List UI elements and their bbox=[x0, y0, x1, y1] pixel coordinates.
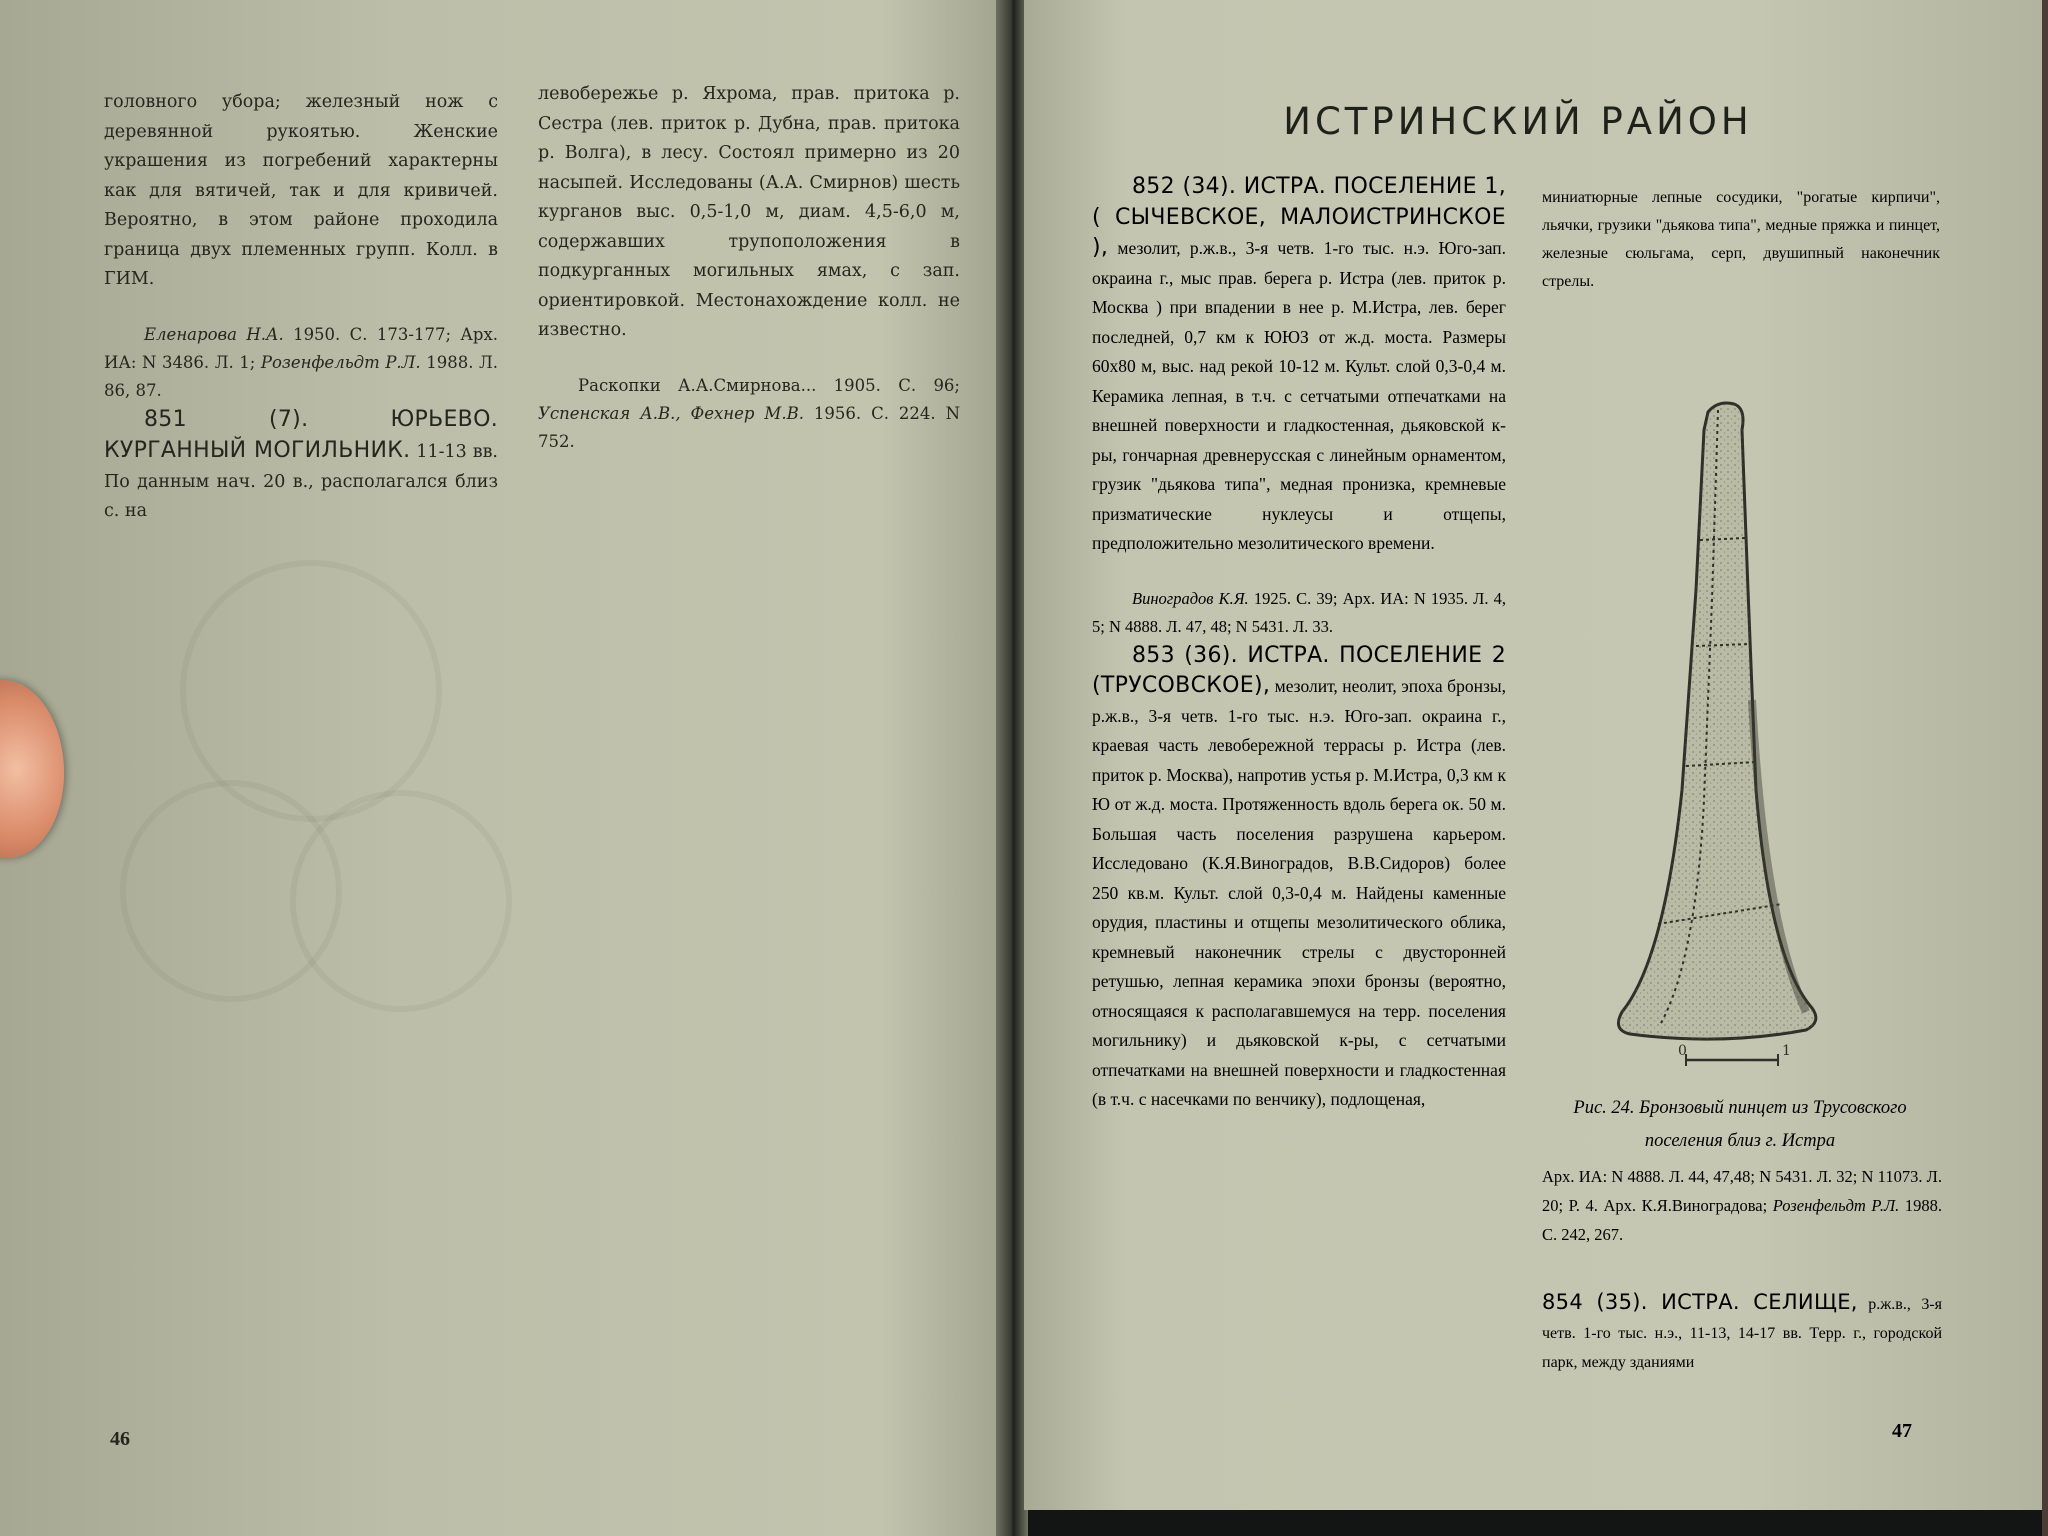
ref-text: 1988. Л. 86, 87. bbox=[104, 352, 498, 400]
left-column-2 bbox=[538, 80, 960, 456]
ref-author: Еленарова Н.А. bbox=[144, 324, 284, 344]
page-number-right: 47 bbox=[1892, 1420, 1912, 1442]
entry-854 bbox=[1542, 1288, 1942, 1377]
right-column-2 bbox=[1542, 184, 1940, 296]
figure-caption: Рис. 24. Бронзовый пинцет из Трусовского поселения близ г. Истра bbox=[1573, 1098, 1907, 1151]
ref-text: 1956. С. 224. N 752. bbox=[538, 403, 961, 451]
entry-852-references bbox=[1092, 585, 1506, 641]
entry-853-continuation: миниатюрные лепные сосудики, "рогатые кирпичи", льячки, грузики "дьякова типа", медные пряжка и пинцет, железные сюльгама, серп, двушипный наконечник стрелы. bbox=[1542, 189, 1940, 290]
entry-852-body: мезолит, р.ж.в., 3-я четв. 1-го тыс. н.э. Юго-зап. окраина г., мыс прав. берега р. Истра (лев. приток р. Москва ) при впадении в нее р. М.Истра, лев. берег последней, 0,7 км к ЮЮЗ от ж.д. моста. Размеры 60х80 м, выс. над рекой 10-12 м. Культ. слой 0,3-0,4 м. Керамика лепная, в т.ч. с сетчатыми отпечатками на внешней поверхности и гладкостенная, дьяковской к-ры, гончарная древнерусская с линейным орнаментом, грузик "дьякова типа", медная пронизка, кремневые призматические нуклеусы и отщепы, предположительно мезолитического времени. bbox=[1092, 238, 1506, 553]
ref-author: Розенфельдт Р.Л. bbox=[260, 352, 421, 372]
tweezers-illustration bbox=[1600, 400, 1940, 1100]
entry-852-heading: 852 (34). ИСТРА. ПОСЕЛЕНИЕ 1, ( СЫЧЕВСКОЕ, МАЛОИСТРИНСКОЕ ), bbox=[1092, 174, 1506, 260]
scale-label-end: 1 bbox=[1782, 1043, 1791, 1059]
page-number-left: 46 bbox=[110, 1428, 130, 1450]
left-column-1 bbox=[104, 88, 498, 527]
ref-author: Успенская А.В., Фехнер М.В. bbox=[538, 403, 804, 423]
scale-label-start: 0 bbox=[1678, 1043, 1687, 1059]
figure-24-tweezers bbox=[1600, 400, 1940, 1100]
entry-851 bbox=[104, 405, 498, 527]
region-title: ИСТРИНСКИЙ РАЙОН bbox=[1283, 100, 1753, 143]
entry-853-references bbox=[1542, 1162, 1942, 1249]
ref-text: Раскопки А.А.Смирнова... 1905. С. 96; bbox=[578, 375, 960, 395]
ref-text: 1950. С. 173-177; Арх. ИА: N 3486. Л. 1; bbox=[104, 324, 498, 372]
entry-852 bbox=[1092, 172, 1506, 559]
entry-853-heading: 853 (36). ИСТРА. ПОСЕЛЕНИЕ 2 (ТРУСОВСКОЕ), bbox=[1092, 642, 1506, 698]
entry-853 bbox=[1092, 641, 1506, 1115]
ref-text: 1988. С. 242, 267. bbox=[1542, 1196, 1943, 1244]
entry-850-continuation: головного убора; железный нож с деревянной рукоятью. Женские украшения из погребений характерны как для вятичей, так и для кривичей. Вероятно, в этом районе проходила граница двух племенных групп. Колл. в ГИМ. bbox=[104, 92, 498, 289]
entry-851-body: 11-13 вв. По данным нач. 20 в., располагался близ с. на bbox=[104, 442, 498, 521]
entry-854-body: р.ж.в., 3-я четв. 1-го тыс. н.э., 11-13, 14-17 вв. Терр. г., городской парк, между зданиями bbox=[1542, 1296, 1943, 1371]
book-cover-edge bbox=[2042, 0, 2048, 1536]
entry-851-continuation: левобережье р. Яхрома, прав. притока р. Сестра (лев. приток р. Дубна, прав. притока р. Волга), в лесу. Состоял примерно из 20 насыпей. Исследованы (А.А. Смирнов) шесть курганов выс. 0,5-1,0 м, диам. 4,5-6,0 м, содержавших трупоположения в подкурганных могильных ямах, с зап. ориентировкой. Местонахождение колл. не известно. bbox=[538, 84, 960, 340]
ref-author: Виноградов К.Я. bbox=[1132, 588, 1249, 608]
show-through-ring bbox=[290, 790, 512, 1012]
entry-850-references bbox=[104, 321, 498, 405]
entry-851-references bbox=[538, 372, 960, 456]
entry-853-body: мезолит, неолит, эпоха бронзы, р.ж.в., 3-я четв. 1-го тыс. н.э. Юго-зап. окраина г., краевая часть левобережной террасы р. Истра (лев. приток р. Москва), напротив устья р. М.Истра, 0,3 км к Ю от ж.д. моста. Протяженность вдоль берега ок. 50 м. Большая часть поселения разрушена карьером. Исследовано (К.Я.Виноградов, В.В.Сидоров) более 250 кв.м. Культ. слой 0,3-0,4 м. Найдены каменные орудия, пластины и отщепы мезолитического облика, кремневый наконечник стрелы с двусторонней ретушью, лепная керамика эпохи бронзы (вероятно, относящаяся к располагавшемуся на терр. поселения могильнику) и дьяковской к-ры, с сетчатыми отпечатками на внешней поверхности и гладкостенная (в т.ч. с насечками по венчику), подлощеная, bbox=[1092, 676, 1506, 1109]
entry-854-heading: 854 (35). ИСТРА. СЕЛИЩЕ, bbox=[1542, 1290, 1858, 1314]
ref-text: 1925. С. 39; Арх. ИА: N 1935. Л. 4, 5; N 4888. Л. 47, 48; N 5431. Л. 33. bbox=[1092, 588, 1507, 636]
ref-text: Арх. ИА: N 4888. Л. 44, 47,48; N 5431. Л. 32; N 11073. Л. 20; Р. 4. Арх. К.Я.Виноградова; bbox=[1542, 1167, 1942, 1215]
left-page bbox=[0, 0, 1000, 1536]
ref-author: Розенфельдт Р.Л. bbox=[1772, 1196, 1900, 1215]
right-column-1 bbox=[1092, 172, 1506, 1115]
entry-851-heading: 851 (7). ЮРЬЕВО. КУРГАННЫЙ МОГИЛЬНИК. bbox=[104, 406, 498, 463]
